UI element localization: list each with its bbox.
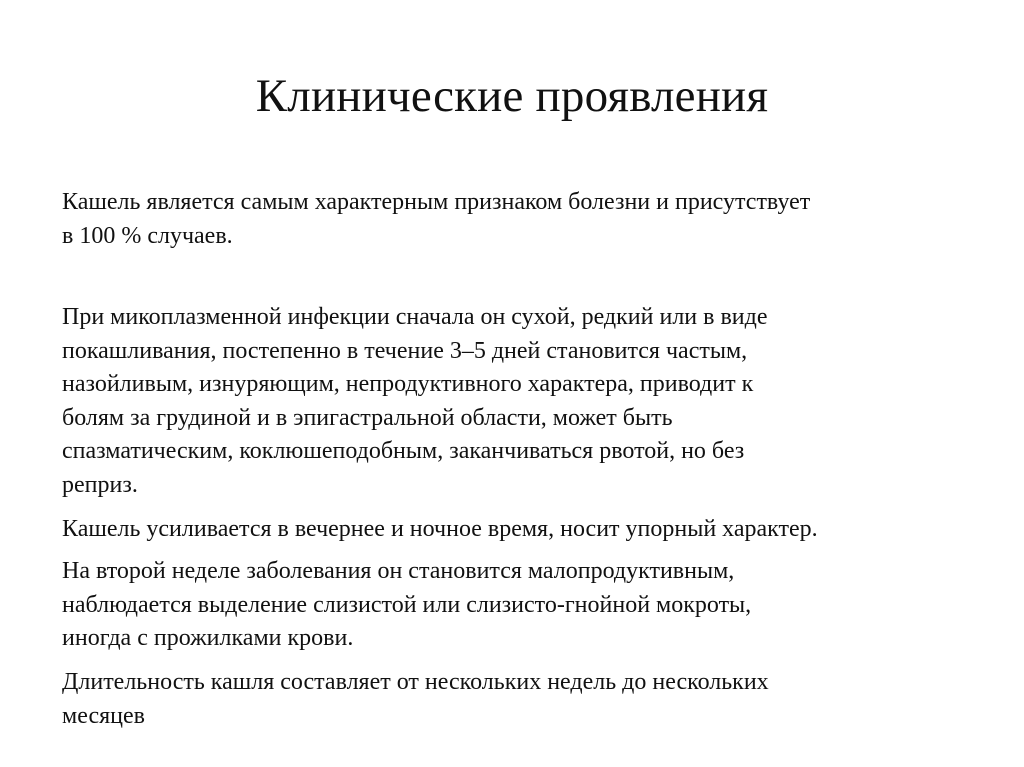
- paragraph-second-week: [62, 555, 982, 656]
- paragraph-line: На второй неделе заболевания он становится малопродуктивным,: [62, 558, 735, 584]
- paragraph-line: спазматическим, коклюшеподобным, заканчиваться рвотой, но без: [62, 438, 745, 464]
- paragraph-line: болям за грудиной и в эпигастральной области, может быть: [62, 404, 673, 431]
- paragraph-line: назойливым, изнуряющим, непродуктивного характера, приводит к: [62, 371, 754, 397]
- paragraph-evening-cough: [62, 513, 982, 547]
- paragraph-line: иногда с прожилками крови.: [62, 625, 354, 651]
- paragraph-line: реприз.: [62, 471, 138, 498]
- paragraph-line: Длительность кашля составляет от нескольких недель до нескольких: [62, 669, 769, 695]
- paragraph-cough-frequency: [62, 186, 982, 253]
- paragraph-mycoplasma-course: [62, 301, 982, 502]
- paragraph-line: При микоплазменной инфекции сначала он сухой, редкий или в виде: [62, 304, 768, 330]
- paragraph-line: в 100 % случаев.: [62, 222, 233, 249]
- paragraph-line: покашливания, постепенно в течение 3–5 дней становится частым,: [62, 337, 748, 364]
- paragraph-line: месяцев: [62, 702, 145, 729]
- paragraph-line: Кашель является самым характерным признаком болезни и присутствует: [62, 189, 811, 215]
- paragraph-line: Кашель усиливается в вечернее и ночное время, носит упорный характер.: [62, 516, 818, 542]
- paragraph-cough-duration: [62, 666, 982, 733]
- paragraph-line: наблюдается выделение слизистой или слизисто-гнойной мокроты,: [62, 591, 752, 618]
- slide-title: Клинические проявления: [255, 70, 769, 122]
